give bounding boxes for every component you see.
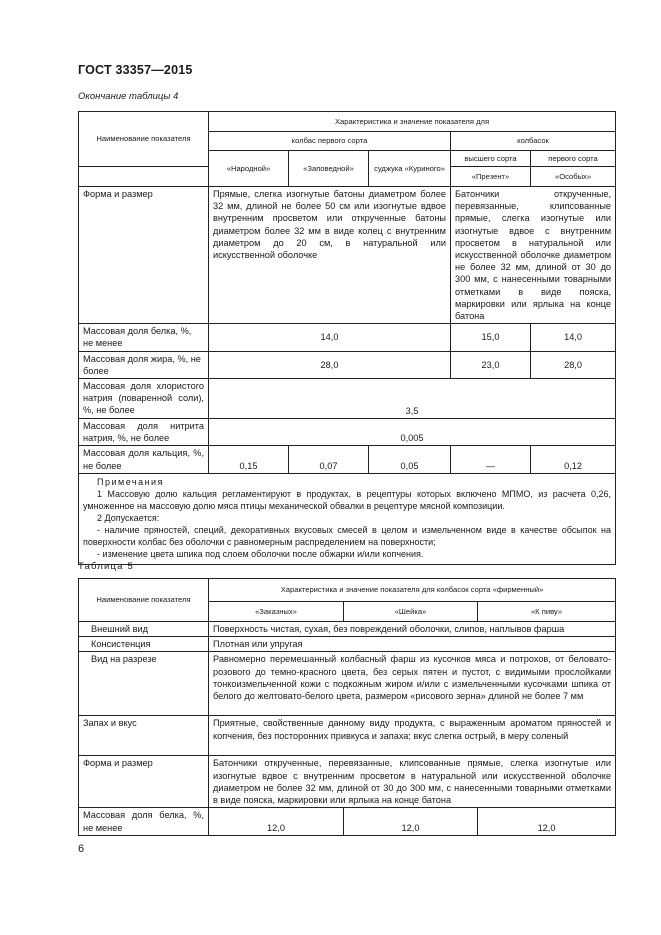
t4-name-sudzhuk: суджука «Куриного» (369, 151, 451, 187)
t4-fat-value: 28,0 (209, 351, 451, 378)
document-header: ГОСТ 33357—2015 (78, 63, 193, 77)
t5-row-value: Поверхность чистая, сухая, без повреждений оболочки, слипов, наплывов фарша (209, 622, 616, 637)
table-5 (78, 578, 616, 836)
t5-row-value: Приятные, свойственные данному виду продукта, с выраженным ароматом пряностей и копчения, без посторонних привкуса и запаха; вкус слегка острый, в меру соленый (209, 716, 616, 756)
t4-fat-value: 28,0 (531, 351, 616, 378)
page-number: 6 (78, 843, 85, 855)
t4-notes (79, 473, 616, 564)
t5-name-zakaznykh: «Заказных» (209, 602, 344, 622)
t4-protein-value: 14,0 (209, 324, 451, 351)
table-4 (78, 111, 616, 565)
t5-protein-value: 12,0 (478, 808, 616, 835)
t4-calcium-value: 0,07 (289, 446, 369, 473)
t5-header-indicator: Наименование показателя (79, 579, 209, 622)
t4-calcium-value: — (451, 446, 531, 473)
t5-row-label: Запах и вкус (79, 716, 209, 756)
t5-protein-value: 12,0 (209, 808, 344, 835)
t4-salt-label: Массовая доля хлористого натрия (поваренной соли), %, не более (79, 379, 209, 419)
table4-caption: Окончание таблицы 4 (78, 91, 179, 102)
t4-fat-label: Массовая доля жира, %, не более (79, 351, 209, 378)
t4-nitrite-value: 0,005 (209, 419, 616, 446)
t4-name-narodnoy: «Народной» (209, 151, 289, 187)
t4-header-indicator: Наименование показателя (79, 112, 209, 167)
t5-row-label: Консистенция (79, 637, 209, 652)
note-1: 1 Массовую долю кальция регламентируют в продуктах, в рецептуры которых включено МПМО, из расчета 0,26, умноженное на массовую долю мяса птицы механической обвалки в рецептуре мясной композиции. (83, 488, 612, 512)
t4-name-zapovednoy: «Заповедной» (289, 151, 369, 187)
t5-row-label: Вид на разрезе (79, 652, 209, 716)
t4-name-prezent: «Презент» (451, 167, 531, 187)
t4-protein-value: 14,0 (531, 324, 616, 351)
t4-sub-higher: высшего сорта (451, 151, 531, 167)
t4-group-kolbaski: колбасок (451, 132, 616, 151)
t4-salt-value: 3,5 (209, 379, 616, 419)
t4-calcium-label: Массовая доля кальция, %, не более (79, 446, 209, 473)
note-2b: - изменение цвета шпика под слоем оболочки после обжарки и/или копчения. (97, 549, 424, 560)
t4-header-characteristic: Характеристика и значение показателя для (209, 112, 616, 132)
table5-caption: Таблица 5 (78, 561, 134, 572)
t5-row-value: Батончики открученные, перевязанные, клипсованные прямые, слегка изогнутые или изогнутые вдвое с внутренним просветом в натуральной или искусственной оболочке диаметром не более 32 мм, длиной от 30 до 300 мм, с нанесенными товарными отметками в виде пояска, маркировки или ярлыка на конце батона (209, 756, 616, 808)
t5-protein-label: Массовая доля белка, %, не менее (79, 808, 209, 835)
t4-calcium-value: 0,12 (531, 446, 616, 473)
note-2a: - наличие пряностей, специй, декоративных вкусовых смесей в целом и измельченном виде в качестве обсыпок на поверхности колбас без оболочки с равномерным распределением на поверхности; (83, 525, 612, 548)
t5-name-k-pivu: «К пиву» (478, 602, 616, 622)
t5-header-characteristic: Характеристика и значение показателя для колбасок сорта «фирменный» (209, 579, 616, 602)
t4-sub-first: первого сорта (531, 151, 616, 167)
t4-protein-value: 15,0 (451, 324, 531, 351)
t4-group-kolbasy: колбас первого сорта (209, 132, 451, 151)
t4-form-left: Прямые, слегка изогнутые батоны диаметром более 32 мм, длиной не более 50 см или изогнутые вдвое внутренним просветом или открученные батоны диаметром более 32 мм в виде колец с внутренним диаметром до 20 см, в натуральной или искусственной оболочке (209, 187, 451, 324)
t5-name-sheyka: «Шейка» (344, 602, 478, 622)
t5-protein-value: 12,0 (344, 808, 478, 835)
t5-row-value: Равномерно перемешанный колбасный фарш из кусочков мяса и потрохов, от беловато-розового до темно-красного цвета, без серых пятен и пустот, с видимыми прослойками тонкоизмельченной кожи с подкожным жиром и/или с измельченными кусочками шпика от белого до желтовато-белого цвета, размером «рисового зерна» длиной не более 7 мм (209, 652, 616, 716)
t5-row-label: Внешний вид (79, 622, 209, 637)
t5-row-label: Форма и размер (79, 756, 209, 808)
t4-protein-label: Массовая доля белка, %, не менее (79, 324, 209, 351)
t4-calcium-value: 0,15 (209, 446, 289, 473)
note-2: 2 Допускается: (97, 513, 160, 524)
t4-form-right: Батончики открученные, перевязанные, клипсованные прямые, слегка изогнутые или изогнутые вдвое с внутренним просветом в натуральной или искусственной оболочке диаметром не более 32 мм, длиной от 30 до 300 мм, с нанесенными товарными отметками в виде пояска, маркировки или ярлыка на конце батона (451, 187, 616, 324)
t4-name-osobykh: «Особых» (531, 167, 616, 187)
notes-title: Примечания (97, 476, 164, 487)
t5-row-value: Плотная или упругая (209, 637, 616, 652)
t4-form-label: Форма и размер (79, 187, 209, 324)
t4-calcium-value: 0,05 (369, 446, 451, 473)
t4-fat-value: 23,0 (451, 351, 531, 378)
t4-nitrite-label: Массовая доля нитрита натрия, %, не более (79, 419, 209, 446)
